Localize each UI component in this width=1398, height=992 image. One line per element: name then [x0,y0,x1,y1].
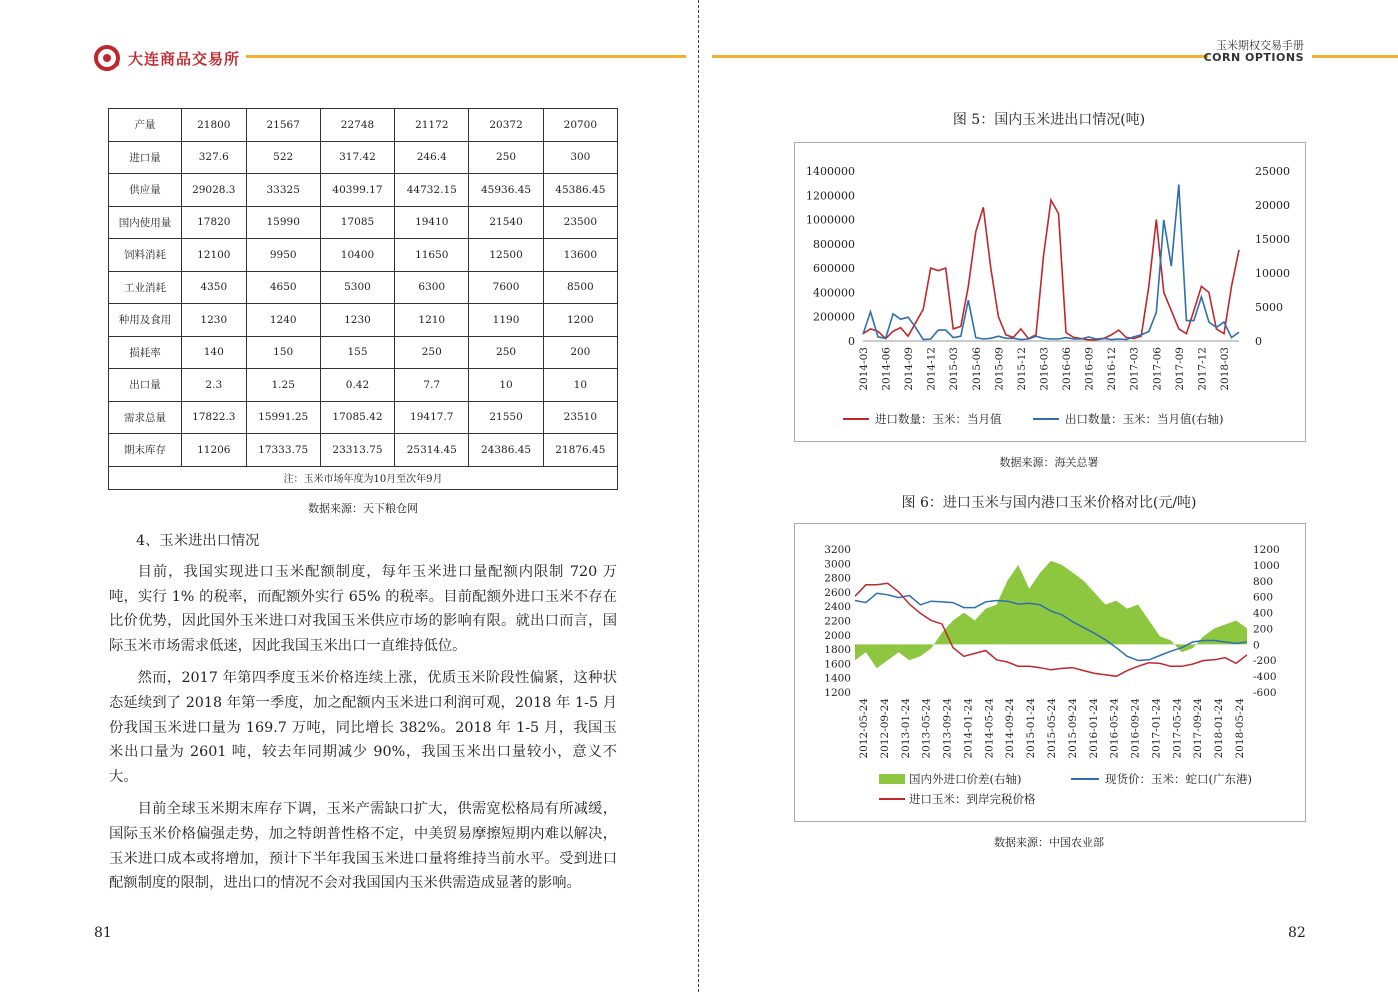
y2-tick-label: -200 [1253,655,1277,668]
table-cell: 7600 [469,271,543,304]
table-cell: 17822.3 [182,401,247,434]
table-cell: 10 [543,369,617,402]
x-tick-label: 2016-01-24 [1087,698,1100,759]
x-tick-label: 2014-06 [880,347,893,391]
x-tick-label: 2016-03 [1038,347,1051,391]
table-cell: 140 [182,336,247,369]
header-right-subtitle: CORN OPTIONS [1203,51,1304,64]
header-rule-right [712,55,1208,58]
table-cell: 23313.75 [320,434,394,467]
supply-demand-table [108,108,618,490]
y-tick-label: 200000 [813,310,855,324]
section-title: 4、玉米进出口情况 [136,533,260,549]
x-tick-group [881,347,893,391]
fig6-source: 数据来源：中国农业部 [994,836,1104,849]
logo-icon [93,42,125,74]
x-tick-label: 2016-05-24 [1108,698,1121,759]
fig5-source: 数据来源：海关总署 [999,456,1099,469]
x-tick-group [1025,698,1037,759]
x-tick-group [993,347,1005,391]
table-cell: 17333.75 [246,434,320,467]
x-tick-group [1219,347,1231,391]
table-cell: 12100 [182,239,247,272]
table-note: 注：玉米市场年度为10月至次年9月 [109,466,618,489]
header-rule-right-end [1312,55,1398,58]
y-tick-label: 2400 [824,601,851,614]
x-tick-label: 2013-05-24 [920,698,933,759]
x-tick-label: 2014-09 [903,347,916,391]
x-tick-group [1192,698,1204,759]
x-tick-group [1067,698,1079,759]
table-cell: 22748 [320,109,394,142]
x-tick-group [1234,698,1246,759]
table-cell: 5300 [320,271,394,304]
x-tick-label: 2017-03 [1128,347,1141,391]
y2-tick-label: 20000 [1255,199,1290,212]
y-tick-label: 1000000 [806,213,855,227]
table-cell: 246.4 [395,141,469,174]
fig5-chart-box [794,142,1306,442]
y-tick-label: 1200000 [806,189,855,203]
x-tick-group [1151,347,1163,391]
page-number-right: 82 [1288,925,1306,941]
x-tick-label: 2015-01-24 [1025,698,1038,759]
x-tick-label: 2017-09 [1173,347,1186,391]
x-tick-label: 2016-09-24 [1129,698,1142,759]
x-tick-group [1109,698,1121,759]
table-cell: 21172 [395,109,469,142]
table-row [109,401,618,434]
table-cell: 19410 [395,206,469,239]
table-cell: 15990 [246,206,320,239]
y2-tick-label: 15000 [1255,233,1290,246]
x-tick-label: 2018-03 [1218,347,1231,391]
table-cell: 11650 [395,239,469,272]
y-tick-label: 800000 [813,237,855,251]
x-tick-group [1016,347,1028,391]
legend-label: 出口数量：玉米：当月值(右轴) [1065,412,1224,426]
x-tick-group [1196,347,1208,391]
row-label: 工业消耗 [109,271,182,304]
x-tick-group [879,698,891,759]
x-tick-group [1061,347,1073,391]
y2-tick-label: 5000 [1255,301,1283,314]
table-cell: 7.7 [395,369,469,402]
fig5-title: 图 5：国内玉米进出口情况(吨) [952,112,1146,128]
x-tick-label: 2018-05-24 [1234,698,1246,759]
table-cell: 45936.45 [469,174,543,207]
x-tick-label: 2014-05-24 [983,698,996,759]
y2-tick-label: 0 [1253,639,1260,652]
x-tick-group [948,347,960,391]
y-tick-label: 0 [848,335,855,348]
table-row [109,239,618,272]
legend-label: 进口数量：玉米：当月值 [875,412,1002,426]
table-cell: 15991.25 [246,401,320,434]
table-row [109,141,618,174]
x-tick-label: 2015-06 [970,347,983,391]
table-cell: 17085.42 [320,401,394,434]
x-tick-label: 2012-09-24 [878,698,891,759]
fig5-chart [795,143,1305,441]
x-tick-group [1129,347,1141,391]
table-cell: 1230 [320,304,394,337]
y2-tick-label: 400 [1253,607,1274,620]
table-cell: 21550 [469,401,543,434]
y2-tick-label: 0 [1255,335,1262,348]
x-tick-group [1046,698,1058,759]
x-tick-label: 2017-09-24 [1192,698,1205,759]
x-tick-group [1174,347,1186,391]
x-tick-label: 2014-12 [925,347,938,391]
x-tick-label: 2014-09-24 [1004,698,1017,759]
table-cell: 25314.45 [395,434,469,467]
left-source: 数据来源：天下粮仓网 [308,502,418,515]
x-tick-group [1213,698,1225,759]
table-cell: 1190 [469,304,543,337]
table-cell: 1200 [543,304,617,337]
page-number-left: 81 [94,925,112,941]
y-tick-label: 1800 [824,644,851,657]
table-cell: 9950 [246,239,320,272]
x-tick-label: 2013-01-24 [899,698,912,759]
table-cell: 1210 [395,304,469,337]
x-tick-label: 2017-05-24 [1171,698,1184,759]
x-tick-label: 2016-12 [1106,347,1119,391]
x-tick-group [1171,698,1183,759]
y-tick-label: 600000 [813,262,855,276]
table-cell: 17085 [320,206,394,239]
row-label: 产量 [109,109,182,142]
x-tick-group [962,698,974,759]
table-cell: 20372 [469,109,543,142]
x-tick-group [1106,347,1118,391]
table-cell: 4650 [246,271,320,304]
table-cell: 21876.45 [543,434,617,467]
x-tick-label: 2012-05-24 [858,698,870,759]
x-tick-group [926,347,938,391]
table-cell: 327.6 [182,141,247,174]
header-right-title: 玉米期权交易手册 [1216,39,1304,52]
y-tick-label: 1200 [824,687,851,699]
table-cell: 23510 [543,401,617,434]
y-tick-label: 2600 [824,586,851,599]
x-tick-label: 2018-01-24 [1213,698,1226,759]
table-cell: 1.25 [246,369,320,402]
row-label: 损耗率 [109,336,182,369]
x-tick-group [1150,698,1162,759]
table-cell: 29028.3 [182,174,247,207]
table-cell: 20700 [543,109,617,142]
fig6-chart [795,524,1305,821]
x-tick-label: 2017-01-24 [1150,698,1163,759]
logo [93,42,125,74]
x-tick-label: 2016-06 [1061,347,1074,391]
x-tick-label: 2017-12 [1196,347,1209,391]
legend-label: 进口玉米：到岸完税价格 [909,792,1036,806]
y-tick-label: 2200 [824,615,851,628]
y2-tick-label: 800 [1253,575,1274,588]
table-cell: 13600 [543,239,617,272]
fig6-title: 图 6：进口玉米与国内港口玉米价格对比(元/吨) [901,495,1197,511]
table-cell: 40399.17 [320,174,394,207]
table-cell: 21800 [182,109,247,142]
table-note-row [109,466,618,489]
x-tick-label: 2014-03 [858,347,870,391]
table-cell: 4350 [182,271,247,304]
table-row [109,369,618,402]
page-divider [698,0,699,992]
table-cell: 12500 [469,239,543,272]
legend-label: 现货价：玉米：蛇口(广东港) [1105,772,1252,786]
table-cell: 250 [395,336,469,369]
table-row [109,206,618,239]
y2-tick-label: 25000 [1255,165,1290,178]
x-tick-group [971,347,983,391]
table-cell: 45386.45 [543,174,617,207]
y-tick-label: 1600 [824,658,851,671]
spread-area [855,561,1247,668]
table-cell: 10400 [320,239,394,272]
x-tick-label: 2015-09 [993,347,1006,391]
table-cell: 19417.7 [395,401,469,434]
row-label: 出口量 [109,369,182,402]
row-label: 期末库存 [109,434,182,467]
body-text [109,560,617,896]
x-tick-group [1088,698,1100,759]
table-cell: 21540 [469,206,543,239]
x-tick-label: 2013-09-24 [941,698,954,759]
row-label: 供应量 [109,174,182,207]
header-rule-left [246,55,686,58]
table-cell: 300 [543,141,617,174]
table-cell: 17820 [182,206,247,239]
table-row [109,336,618,369]
table-row [109,174,618,207]
x-tick-group [900,698,912,759]
y-tick-label: 2000 [824,629,851,642]
x-tick-group [1004,698,1016,759]
table-cell: 317.42 [320,141,394,174]
x-tick-group [942,698,954,759]
table-cell: 23500 [543,206,617,239]
y-tick-label: 1400 [824,672,851,685]
table-row [109,304,618,337]
table-cell: 0.42 [320,369,394,402]
y2-tick-label: -400 [1253,671,1277,684]
paragraph: 目前，我国实现进口玉米配额制度，每年玉米进口量配额内限制 720 万吨，实行 1% 的税率，而配额外实行 65% 的税率。目前配额外进口玉米不存在比价优势，因此国外玉米进口对我国玉米供应市场的影响有限。就出口而言，国际玉米市场需求低迷，因此我国玉米出口一直维持低位。 [109,564,617,654]
table-cell: 21567 [246,109,320,142]
logo-text: 大连商品交易所 [128,50,241,68]
x-tick-group [903,347,915,391]
table-cell: 150 [246,336,320,369]
table-cell: 155 [320,336,394,369]
table-cell: 6300 [395,271,469,304]
paragraph: 目前全球玉米期末库存下调，玉米产需缺口扩大，供需宽松格局有所减缓，国际玉米价格偏强走势，加之特朗普性格不定，中美贸易摩擦短期内难以解决，玉米进口成本或将增加，预计下半年我国玉米进口量将维持当前水平。受到进口配额制度的限制，进出口的情况不会对我国国内玉米供需造成显著的影响。 [109,801,617,892]
legend-swatch-spread [879,774,905,784]
table-cell: 1240 [246,304,320,337]
x-tick-label: 2017-06 [1151,347,1164,391]
table-cell: 200 [543,336,617,369]
row-label: 进口量 [109,141,182,174]
y-tick-label: 2800 [824,572,851,585]
y2-tick-label: -600 [1253,687,1277,699]
x-tick-label: 2016-09 [1083,347,1096,391]
x-tick-label: 2015-09-24 [1066,698,1079,759]
y-tick-label: 3000 [824,558,851,571]
x-tick-group [858,347,870,391]
table-cell: 44732.15 [395,174,469,207]
x-tick-label: 2015-03 [948,347,961,391]
row-label: 饲料消耗 [109,239,182,272]
table-cell: 10 [469,369,543,402]
x-tick-group [983,698,995,759]
x-tick-group [1038,347,1050,391]
y2-tick-label: 1000 [1253,559,1280,572]
table-cell: 24386.45 [469,434,543,467]
table-cell: 250 [469,336,543,369]
fig6-chart-box [794,523,1306,822]
series-line [863,200,1239,340]
x-tick-group [1130,698,1142,759]
table-row [109,109,618,142]
table-cell: 8500 [543,271,617,304]
x-tick-label: 2015-12 [1015,347,1028,391]
row-label: 国内使用量 [109,206,182,239]
y2-tick-label: 1200 [1253,544,1280,556]
paragraph: 然而，2017 年第四季度玉米价格连续上涨，优质玉米阶段性偏紧，这种状态延续到了 2018 年第一季度，加之配额内玉米进口利润可观，2018 年 1-5 月份我国玉米进口量为 169.7 万吨，同比增长 382%。2018 年 1-5 月，我国玉米出口量为 2601 吨，较去年同期减少 90%，我国玉米出口量较小，意义不大。 [109,670,617,785]
table-cell: 33325 [246,174,320,207]
y-tick-label: 400000 [813,286,855,300]
y2-tick-label: 200 [1253,623,1274,636]
y-tick-label: 1400000 [806,165,855,178]
x-tick-group [858,698,870,759]
table-cell: 11206 [182,434,247,467]
table-row [109,434,618,467]
y2-tick-label: 600 [1253,591,1274,604]
x-tick-label: 2014-01-24 [962,698,975,759]
x-tick-group [1084,347,1096,391]
y2-tick-label: 10000 [1255,267,1290,280]
x-tick-group [921,698,933,759]
table-cell: 1230 [182,304,247,337]
table-row [109,271,618,304]
row-label: 种用及食用 [109,304,182,337]
legend-label: 国内外进口价差(右轴) [909,772,1022,786]
table-cell: 250 [469,141,543,174]
x-tick-label: 2015-05-24 [1046,698,1058,759]
row-label: 需求总量 [109,401,182,434]
table-cell: 2.3 [182,369,247,402]
y-tick-label: 3200 [824,544,851,556]
table-cell: 522 [246,141,320,174]
